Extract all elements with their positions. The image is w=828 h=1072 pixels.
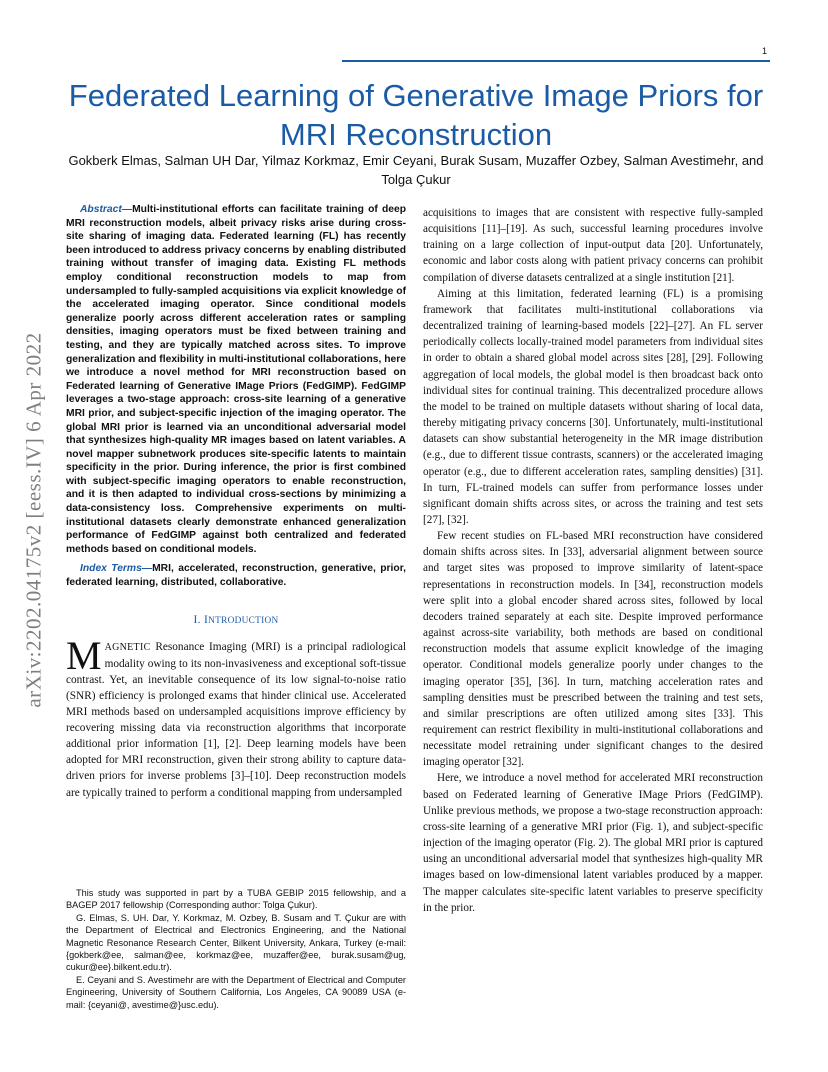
section-heading-introduction	[66, 612, 406, 629]
section-numeral: I.	[193, 613, 204, 626]
intro-paragraph	[66, 632, 406, 801]
index-terms	[66, 562, 406, 589]
right-column	[423, 205, 763, 916]
intro-text: Resonance Imaging (MRI) is a principal radiological modality owing to its non-invasiveness and exceptional soft-tissue contrast. Yet, an inevitable consequence of its low signal-to-noise ratio (SNR) efficiency is prolonged exams that hinder clinical use. Accelerated MRI methods based on undersampled acquisitions improve efficiency by recovering missing data via reconstruction algorithms that incorporate additional prior information [1], [2]. Deep learning models have been adopted for MRI reconstruction, given their strong ability to capture data-driven priors for inverse problems [3]–[10]. Deep reconstruction models are typically trained to perform a conditional mapping from undersampled	[66, 640, 406, 799]
abstract-lead: Abstract—	[80, 204, 133, 215]
footnote-funding: This study was supported in part by a TUBA GEBIP 2015 fellowship, and a BAGEP 2017 fellowship (Corresponding author: Tolga Çukur).	[66, 888, 406, 911]
footnote-affiliation-usc: E. Ceyani and S. Avestimehr are with the Department of Electrical and Computer Engineering, University of Southern California, Los Angeles, CA 90089 USA (e-mail: {ceyani@, avestime@}usc.edu).	[66, 974, 406, 1010]
page-number: 1	[762, 46, 768, 56]
body-paragraph: Aiming at this limitation, federated learning (FL) is a promising framework that facilitates multi-institutional collaborations via decentralized training of learning-based models [22]–[27]. An FL server periodically collects locally-trained model parameters from individual sites in order to obtain a shared global model across sites [28], [29]. Following aggregation of local models, the global model is then broadcast back onto individual sites for continual training. This decentralized procedure allows the model to be trained on multiple datasets without sharing of local data, thereby mitigating privacy concerns [30]. Unfortunately, multi-institutional datasets can show substantial heterogeneity in the MR image distribution (e.g., due to different tissue contrasts, scanners) or the accelerated imaging operator (e.g., due to different acceleration rates, sampling densities) [31]. In turn, FL-trained models can suffer from performance losses under significant domain shifts across sites, or across the training and test sets [27], [32].	[423, 287, 763, 526]
section-first-letter: I	[203, 613, 209, 626]
body-paragraph: Here, we introduce a novel method for accelerated MRI reconstruction based on Federated learning of Generative IMage Priors (FedGIMP). Unlike previous methods, we propose a two-stage reconstruction approach: cross-site learning of a generative MRI prior (Fig. 1), and subject-specific injection of the imaging operator (Fig. 2). The global MRI prior is captured using an unconditional adversarial model that synthesizes high-quality MR images based on low-dimensional latent variables produced by a mapper. The mapper calculates site-specific latent variables to preserve specificity in the prior.	[423, 772, 763, 914]
header-rule	[342, 60, 770, 62]
paper-title: Federated Learning of Generative Image Priors for MRI Reconstruction	[68, 78, 764, 152]
footnote-affiliation-bilkent: G. Elmas, S. UH. Dar, Y. Korkmaz, M. Ozbey, B. Susam and T. Çukur are with the Department of Electrical and Electronics Engineering, and the National Magnetic Resonance Research Center, Bilkent University, Ankara, Turkey (e-mail: {gokberk@ee, salman@ee, korkmaz@ee, muzaffer@ee, burak.susam@ug, cukur@ee}.bilkent.edu.tr).	[66, 912, 406, 973]
footnotes	[66, 887, 406, 1011]
intro-smallcaps: AGNETIC	[104, 641, 151, 653]
drop-cap: M	[66, 632, 102, 678]
body-paragraph: Few recent studies on FL-based MRI reconstruction have considered domain shifts across sites. In [33], adversarial alignment between source and target sites was proposed to improve similarity of latent-space representations in reconstruction models. In [34], reconstruction models were split into a global encoder shared across sites, followed by local decoders trained separately at each site. Despite improved performance against across-site variability, both methods are based on conditional reconstruction models that assume explicit knowledge of the imaging operator. Conditional models generalize poorly under changes to the imaging operator [35], [36]. In turn, matching acceleration rates and sampling densities must be prescribed between the training and test sets, and similar prescriptions are often utilized among sites [33]. This requirement can restrict flexibility in multi-institutional collaborations and necessitate model retraining under significant changes to the desired imaging operator [32].	[423, 530, 763, 769]
index-terms-lead: Index Terms—	[80, 563, 153, 575]
body-paragraph: acquisitions to images that are consistent with respective fully-sampled acquisitions [11]–[19]. As such, successful learning procedures involve training on a large collection of input-output data [20]. Unfortunately, economic and labor costs along with patient privacy concerns can prohibit compilation of diverse datasets centralized at a single institution [21].	[423, 207, 763, 284]
abstract-text: Multi-institutional efforts can facilitate training of deep MRI reconstruction models, albeit privacy risks arise during cross-site sharing of imaging data. Federated learning (FL) has recently been introduced to address privacy concerns by enabling distributed training without transfer of imaging data. Existing FL methods employ conditional reconstruction models to map from undersampled to fully-sampled acquisitions via explicit knowledge of the accelerated imaging operator. Since conditional models generalize poorly across different acceleration rates or sampling densities, imaging operators must be fixed between training and testing, and they are typically matched across sites. To improve generalization and flexibility in multi-institutional collaborations, here we introduce a novel method for MRI reconstruction based on Federated learning of Generative IMage Priors (FedGIMP). FedGIMP leverages a two-stage approach: cross-site learning of a generative MRI prior, and subject-specific injection of the imaging operator. The global MRI prior is learned via an unconditional adversarial model that synthesizes high-quality MR images based on latent variables. A novel mapper subnetwork produces site-specific latents to maintain specificity in the prior. During inference, the prior is first combined with subject-specific imaging operators to enable reconstruction, and it is then adapted to individual cross-sections by minimizing a data-consistency loss. Comprehensive experiments on multi-institutional datasets clearly demonstrate enhanced generalization performance of FedGIMP against both centralized and federated methods based on conditional models.	[66, 204, 406, 555]
author-list: Gokberk Elmas, Salman UH Dar, Yilmaz Korkmaz, Emir Ceyani, Burak Susam, Muzaffer Ozbey, Salman Avestimehr, and Tolga Çukur	[68, 153, 764, 187]
section-title-rest: NTRODUCTION	[208, 615, 279, 626]
arxiv-stamp: arXiv:2202.04175v2 [eess.IV] 6 Apr 2022	[21, 332, 46, 708]
left-column	[66, 203, 406, 801]
abstract	[66, 203, 406, 556]
index-terms-text: MRI, accelerated, reconstruction, generative, prior, federated learning, distributed, collaborative.	[66, 563, 407, 589]
